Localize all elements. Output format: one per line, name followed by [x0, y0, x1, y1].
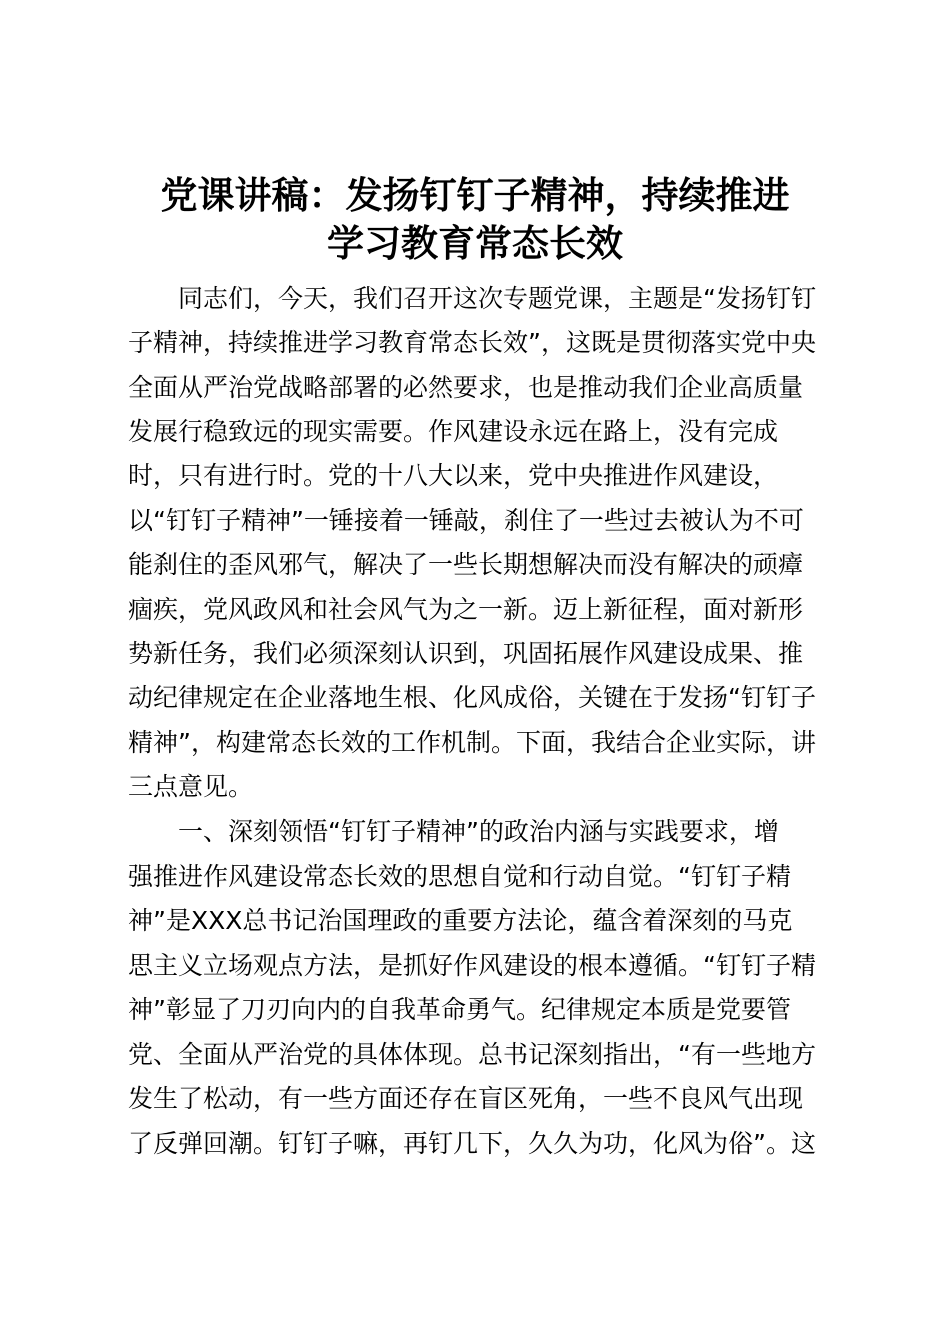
- body-line: 动纪律规定在企业落地生根、化风成俗，关键在于发扬“钉钉子: [128, 683, 816, 712]
- body-line: 党、全面从严治党的具体体现。总书记深刻指出，“有一些地方: [128, 1040, 816, 1069]
- body-line: 能刹住的歪风邪气，解决了一些长期想解决而没有解决的顽瘴: [128, 550, 804, 579]
- body-line: 神”彰显了刀刃向内的自我革命勇气。纪律规定本质是党要管: [128, 995, 791, 1024]
- body-line: 发生了松动，有一些方面还存在盲区死角，一些不良风气出现: [128, 1084, 804, 1113]
- body-line: 强推进作风建设常态长效的思想自觉和行动自觉。“钉钉子精: [128, 862, 791, 891]
- body-line: 三点意见。: [128, 772, 254, 801]
- document-title-line-2: 学习教育常态长效: [327, 221, 623, 265]
- body-line: 精神”，构建常态长效的工作机制。下面，我结合企业实际，讲: [128, 728, 816, 757]
- body-line: 一、深刻领悟“钉钉子精神”的政治内涵与实践要求，增: [128, 817, 779, 846]
- body-line: 痼疾，党风政风和社会风气为之一新。迈上新征程，面对新形: [128, 595, 804, 624]
- document-title-line-1: 党课讲稿：发扬钉钉子精神，持续推进: [160, 173, 790, 217]
- body-line: 全面从严治党战略部署的必然要求，也是推动我们企业高质量: [128, 373, 804, 402]
- body-line: 发展行稳致远的现实需要。作风建设永远在路上，没有完成: [128, 417, 779, 446]
- body-line: 思主义立场观点方法，是抓好作风建设的根本遵循。“钉钉子精: [128, 951, 816, 980]
- body-line: 神”是XXX总书记治国理政的重要方法论，蕴含着深刻的马克: [128, 906, 793, 935]
- body-line: 了反弹回潮。钉钉子嘛，再钉几下，久久为功，化风为俗”。这: [128, 1129, 816, 1158]
- body-line: 子精神，持续推进学习教育常态长效”，这既是贯彻落实党中央: [128, 328, 816, 357]
- body-line: 势新任务，我们必须深刻认识到，巩固拓展作风建设成果、推: [128, 639, 804, 668]
- body-line: 同志们，今天，我们召开这次专题党课，主题是“发扬钉钉: [128, 284, 816, 313]
- body-line: 时，只有进行时。党的十八大以来，党中央推进作风建设，: [128, 461, 779, 490]
- body-line: 以“钉钉子精神”一锤接着一锤敲，刹住了一些过去被认为不可: [128, 506, 804, 535]
